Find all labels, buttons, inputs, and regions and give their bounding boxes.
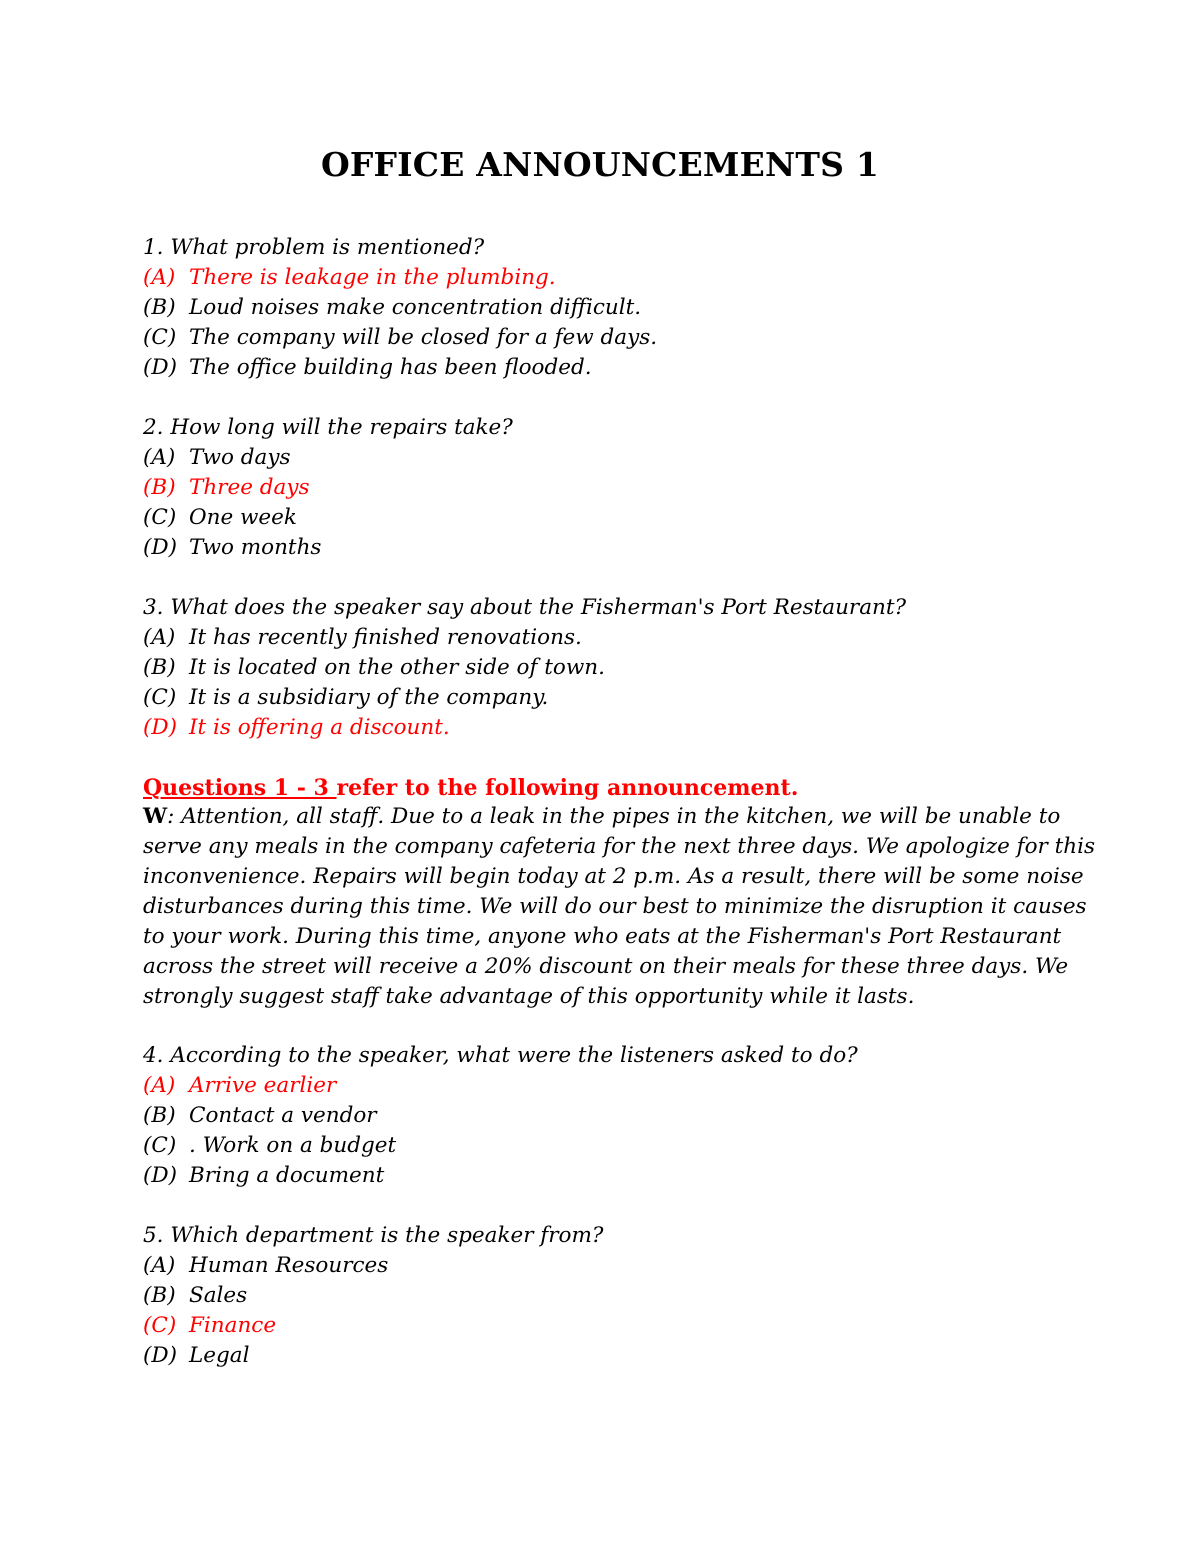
question-3-option-d: (D) It is offering a discount. xyxy=(143,715,450,740)
question-4-option-a: (A) Arrive earlier xyxy=(143,1073,337,1098)
question-2-option-c: (C) One week xyxy=(143,505,297,530)
question-3-stem: 3. What does the speaker say about the Fisherman's Port Restaurant? xyxy=(143,595,907,620)
page-title: OFFICE ANNOUNCEMENTS 1 xyxy=(320,145,880,184)
question-1-option-c: (C) The company will be closed for a few days. xyxy=(143,325,658,350)
question-5-option-a: (A) Human Resources xyxy=(143,1253,389,1278)
passage-line: inconvenience. Repairs will begin today at 2 p.m. As a result, there will be some noise xyxy=(143,864,1084,889)
question-1-option-d: (D) The office building has been flooded. xyxy=(143,355,592,380)
passage-heading xyxy=(143,772,1073,802)
question-5-option-d: (D) Legal xyxy=(143,1343,250,1368)
question-2-stem: 2. How long will the repairs take? xyxy=(143,415,513,440)
question-1-option-b: (B) Loud noises make concentration difficult. xyxy=(143,295,642,320)
question-4-option-d: (D) Bring a document xyxy=(143,1163,385,1188)
question-2 xyxy=(143,413,1103,563)
question-5-stem: 5. Which department is the speaker from? xyxy=(143,1223,604,1248)
passage-line: disturbances during this time. We will do our best to minimize the disruption it causes xyxy=(143,894,1087,919)
passage-body xyxy=(143,802,1096,1012)
passage-heading-range: Questions 1 - 3 xyxy=(143,775,337,801)
passage-line: serve any meals in the company cafeteria for the next three days. We apologize for this xyxy=(143,834,1096,859)
question-4-option-b: (B) Contact a vendor xyxy=(143,1103,377,1128)
question-3-option-a: (A) It has recently finished renovations. xyxy=(143,625,582,650)
passage-line: across the street will receive a 20% discount on their meals for these three days. We xyxy=(143,954,1069,979)
question-5-option-c: (C) Finance xyxy=(143,1313,277,1338)
question-1-stem: 1. What problem is mentioned? xyxy=(143,235,485,260)
question-5-option-b: (B) Sales xyxy=(143,1283,248,1308)
question-4 xyxy=(143,1041,1103,1191)
question-4-option-c: (C) . Work on a budget xyxy=(143,1133,397,1158)
question-2-option-b: (B) Three days xyxy=(143,475,310,500)
passage-heading-text: refer to the following announcement. xyxy=(336,775,799,801)
speaker-label: W xyxy=(143,804,168,829)
question-3-option-b: (B) It is located on the other side of town. xyxy=(143,655,605,680)
question-2-option-d: (D) Two months xyxy=(143,535,322,560)
question-3-option-c: (C) It is a subsidiary of the company. xyxy=(143,685,549,710)
passage-line: strongly suggest staff take advantage of this opportunity while it lasts. xyxy=(143,984,915,1009)
passage-line: W: Attention, all staff. Due to a leak in the pipes in the kitchen, we will be unable to xyxy=(143,804,1061,829)
question-5 xyxy=(143,1221,1103,1371)
passage-line: to your work. During this time, anyone who eats at the Fisherman's Port Restaurant xyxy=(143,924,1062,949)
question-3 xyxy=(143,593,1103,743)
announcement-passage xyxy=(143,772,1096,1012)
question-2-option-a: (A) Two days xyxy=(143,445,291,470)
question-1 xyxy=(143,233,1103,383)
question-1-option-a: (A) There is leakage in the plumbing. xyxy=(143,265,556,290)
question-4-stem: 4. According to the speaker, what were the listeners asked to do? xyxy=(143,1043,858,1068)
